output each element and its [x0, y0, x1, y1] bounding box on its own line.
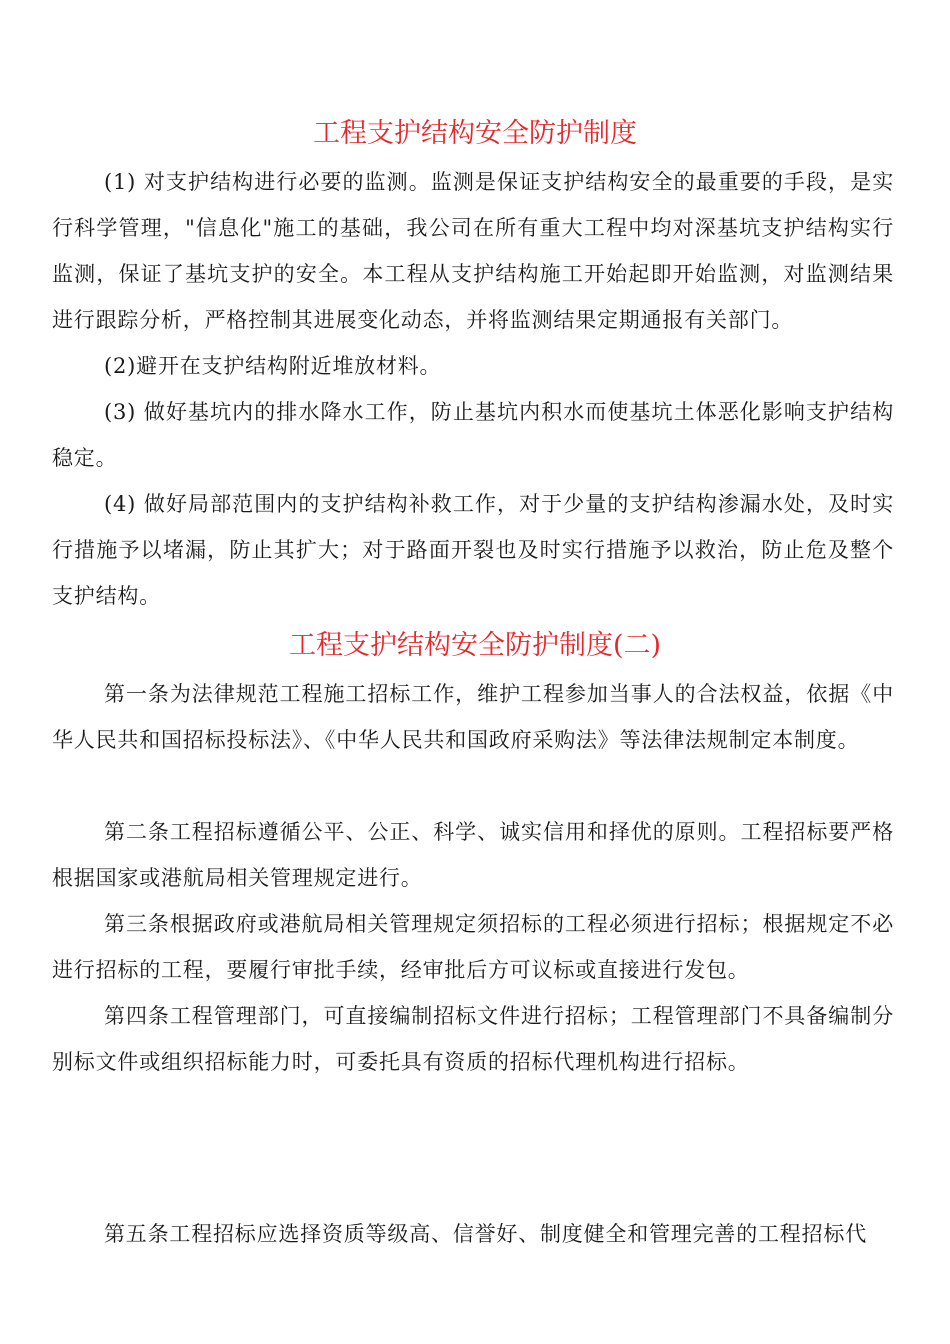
paragraph-2: (2)避开在支护结构附近堆放材料。	[104, 354, 442, 378]
article-2: 第二条工程招标遵循公平、公正、科学、诚实信用和择优的原则。工程招标要严格根据国家或港航局相关管理规定进行。	[52, 820, 894, 890]
paragraph-1: (1) 对支护结构进行必要的监测。监测是保证支护结构安全的最重要的手段，是实行科学管理，"信息化"施工的基础，我公司在所有重大工程中均对深基坑支护结构实行监测，保证了基坑支护的安全。本工程从支护结构施工开始起即开始监测，对监测结果进行跟踪分析，严格控制其进展变化动态，并将监测结果定期通报有关部门。	[52, 170, 894, 332]
paragraph-4: (4) 做好局部范围内的支护结构补救工作，对于少量的支护结构渗漏水处，及时实行措施予以堵漏，防止其扩大；对于路面开裂也及时实行措施予以救治，防止危及整个支护结构。	[52, 492, 894, 608]
paragraph-3: (3) 做好基坑内的排水降水工作，防止基坑内积水而使基坑土体恶化影响支护结构稳定。	[52, 400, 894, 470]
article-5: 第五条工程招标应选择资质等级高、信誉好、制度健全和管理完善的工程招标代	[104, 1222, 867, 1246]
article-3: 第三条根据政府或港航局相关管理规定须招标的工程必须进行招标；根据规定不必进行招标的工程，要履行审批手续，经审批后方可议标或直接进行发包。	[52, 912, 894, 982]
section-title-2: 工程支护结构安全防护制度(二)	[288, 630, 662, 661]
document-title: 工程支护结构安全防护制度	[313, 118, 637, 149]
article-4: 第四条工程管理部门，可直接编制招标文件进行招标；工程管理部门不具备编制分别标文件或组织招标能力时，可委托具有资质的招标代理机构进行招标。	[52, 1004, 894, 1074]
article-1: 第一条为法律规范工程施工招标工作，维护工程参加当事人的合法权益，依据《中华人民共和国招标投标法》、《中华人民共和国政府采购法》等法律法规制定本制度。	[52, 682, 894, 752]
